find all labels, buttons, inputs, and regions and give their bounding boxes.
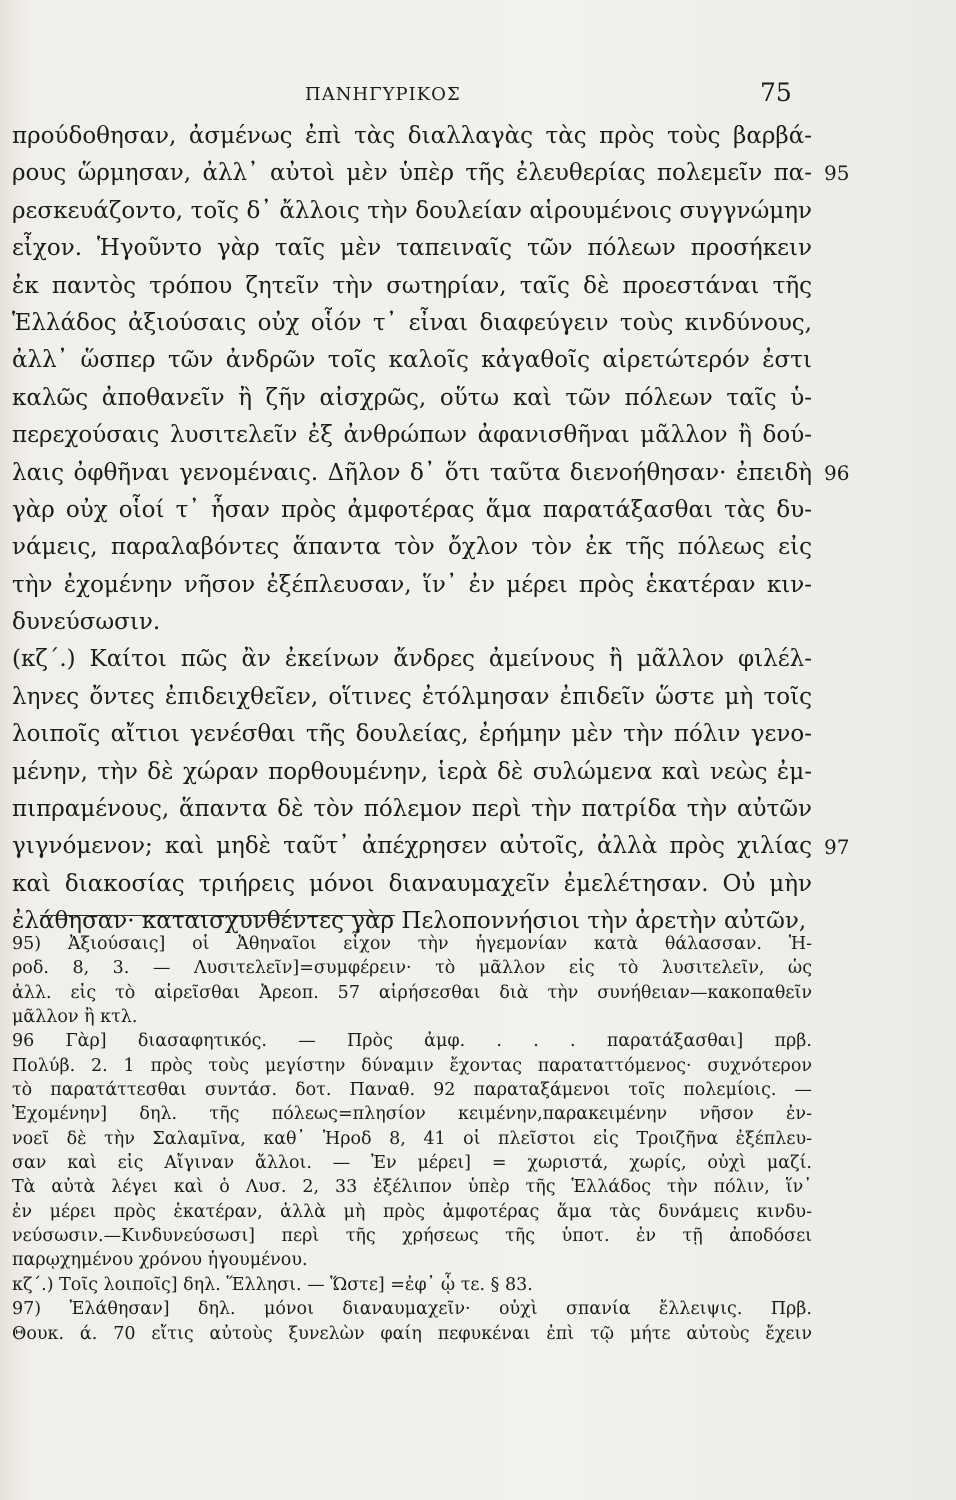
text-line: μένην, τὴν δὲ χώραν πορθουμένην, ἱερὰ δὲ συλώμενα καὶ νεὼς ἐμ-: [12, 758, 812, 785]
text-line: (κζ΄.) Καίτοι πῶς ἂν ἐκείνων ἄνδρες ἀμείνους ἢ μᾶλλον φιλέλ-: [12, 646, 812, 673]
footnotes: [12, 932, 812, 1346]
footnote-separator: [40, 915, 395, 916]
margin-section-number: 97: [824, 834, 850, 859]
text-line: τὴν ἐχομένην νῆσον ἐξέπλευσαν, ἵν᾽ ἐν μέρει πρὸς ἑκατέραν κιν-: [12, 571, 812, 598]
footnote-line: τὸ παρατάττεσθαι συντάσ. δοτ. Παναθ. 92 παραταξάμενοι τοῖς πολεμίοις. —: [12, 1080, 812, 1101]
footnote-line: παρῳχημένου χρόνου ἡγουμένου.: [12, 1250, 308, 1271]
page-header: [0, 78, 956, 108]
footnote-line: νοεῖ δὲ τὴν Σαλαμῖνα, καθ᾽ Ἡροδ 8, 41 οἱ πλεῖστοι εἰς Τροιζῆνα ἐξέπλευ-: [12, 1128, 812, 1149]
main-text: [12, 118, 850, 941]
text-line: πιπραμένους, ἅπαντα δὲ τὸν πόλεμον περὶ τὴν πατρίδα τὴν αὐτῶν: [12, 796, 812, 823]
text-line: ρους ὥρμησαν, ἀλλ᾽ αὐτοὶ μὲν ὑπὲρ τῆς ἐλευθερίας πολεμεῖν πα-: [12, 160, 812, 187]
text-line: γιγνόμενον; καὶ μηδὲ ταῦτ᾽ ἀπέχρησεν αὐτοῖς, ἀλλὰ πρὸς χιλίας: [12, 833, 812, 860]
footnote-line: νεύσωσιν.—Κινδυνεύσωσι] περὶ τῆς χρήσεως τῆς ὑποτ. ἐν τῇ ἀποδόσει: [12, 1226, 812, 1247]
footnote-line: μᾶλλον ἢ κτλ.: [12, 1007, 138, 1028]
text-line: ἐλάθησαν· καταισχυνθέντες γὰρ Πελοποννήσιοι τὴν ἀρετὴν αὐτῶν,: [12, 908, 807, 935]
text-line: καὶ διακοσίας τριήρεις μόνοι διαναυμαχεῖν ἐμελέτησαν. Οὐ μὴν: [12, 870, 812, 897]
text-line: ἐκ παντὸς τρόπου ζητεῖν τὴν σωτηρίαν, ταῖς δὲ προεστάναι τῆς: [12, 272, 812, 299]
text-line: προύδοθησαν, ἀσμένως ἐπὶ τὰς διαλλαγὰς τὰς πρὸς τοὺς βαρβά-: [12, 123, 812, 149]
footnote-line: ροδ. 8, 3. — Λυσιτελεῖν]=συμφέρειν· τὸ μᾶλλον εἰς τὸ λυσιτελεῖν, ὡς: [12, 958, 812, 979]
running-title: ΠΑΝΗΓΥΡΙΚΟΣ: [305, 84, 461, 105]
footnote-line: κζ΄.) Τοῖς λοιποῖς] δηλ. Ἕλλησι. — Ὥστε] =ἐφ᾽ ᾧ τε. § 83.: [12, 1274, 533, 1295]
text-line: ληνες ὄντες ἐπιδειχθεῖεν, οἵτινες ἐτόλμησαν ἐπιδεῖν ὥστε μὴ τοῖς: [12, 683, 812, 710]
footnote-line: 96 Γὰρ] διασαφητικός. — Πρὸς ἀμφ. . . . παρατάξασθαι] πρβ.: [12, 1031, 812, 1052]
text-line: εἶχον. Ἡγοῦντο γὰρ ταῖς μὲν ταπειναῖς τῶν πόλεων προσήκειν: [12, 235, 812, 262]
footnote-line: ἀλλ. εἰς τὸ αἱρεῖσθαι Ἀρεοπ. 57 αἱρήσεσθαι διὰ τὴν συνήθειαν—κακοπαθεῖν: [12, 982, 812, 1003]
text-line: γὰρ οὐχ οἷοί τ᾽ ἦσαν πρὸς ἀμφοτέρας ἅμα παρατάξασθαι τὰς δυ-: [12, 496, 812, 523]
margin-section-number: 96: [824, 460, 850, 485]
footnote-line: Πολύβ. 2. 1 πρὸς τοὺς μεγίστην δύναμιν ἔχοντας παραταττόμενος· συχνότερον: [12, 1055, 812, 1076]
text-line: ἀλλ᾽ ὥσπερ τῶν ἀνδρῶν τοῖς καλοῖς κἀγαθοῖς αἱρετώτερόν ἐστι: [12, 347, 812, 374]
footnote-line: Ἐχομένην] δηλ. τῆς πόλεως=πλησίον κειμένην,παρακειμένην νῆσον ἐν-: [12, 1104, 812, 1125]
text-line: περεχούσαις λυσιτελεῖν ἐξ ἀνθρώπων ἀφανισθῆναι μᾶλλον ἢ δού-: [12, 422, 812, 449]
text-line: καλῶς ἀποθανεῖν ἢ ζῆν αἰσχρῶς, οὕτω καὶ τῶν πόλεων ταῖς ὑ-: [12, 384, 812, 411]
footnote-line: 95) Ἀξιούσαις] οἱ Ἀθηναῖοι εἶχον τὴν ἡγεμονίαν κατὰ θάλασσαν. Ἡ-: [12, 934, 812, 954]
margin-section-number: 95: [824, 161, 850, 186]
text-line: λοιποῖς αἴτιοι γενέσθαι τῆς δουλείας, ἐρήμην μὲν τὴν πόλιν γενο-: [12, 721, 812, 748]
page-number: 75: [760, 78, 792, 107]
text-line: λαις ὀφθῆναι γενομέναις. Δῆλον δ᾽ ὅτι ταῦτα διενοήθησαν· ἐπειδὴ: [12, 459, 812, 486]
footnote-line: ἐν μέρει πρὸς ἑκατέραν, ἀλλὰ μὴ πρὸς ἀμφοτέρας ἅμα τὰς δυνάμεις κινδυ-: [12, 1201, 812, 1222]
text-line: ρεσκευάζοντο, τοῖς δ᾽ ἄλλοις τὴν δουλείαν αἱρουμένοις συγγνώμην: [12, 197, 812, 224]
footnote-line: σαν καὶ εἰς Αἴγιναν ἄλλοι. — Ἐν μέρει] = χωριστά, χωρίς, οὐχὶ μαζί.: [12, 1153, 812, 1174]
text-line: Ἑλλάδος ἀξιούσαις οὐχ οἷόν τ᾽ εἶναι διαφεύγειν τοὺς κινδύνους,: [12, 309, 812, 336]
footnote-line: 97) Ἐλάθησαν] δηλ. μόνοι διαναυμαχεῖν· οὐχὶ σπανία ἔλλειψις. Πρβ.: [12, 1299, 812, 1320]
text-line: δυνεύσωσιν.: [12, 609, 161, 636]
text-line: νάμεις, παραλαβόντες ἅπαντα τὸν ὄχλον τὸν ἐκ τῆς πόλεως εἰς: [12, 534, 812, 561]
footnote-line: Τὰ αὐτὰ λέγει καὶ ὁ Λυσ. 2, 33 ἐξέλιπον ὑπὲρ τῆς Ἑλλάδος τὴν πόλιν, ἵν᾽: [12, 1177, 812, 1198]
footnote-line: Θουκ. ά. 70 εἴτις αὐτοὺς ξυνελὼν φαίη πεφυκέναι ἐπὶ τῷ μήτε αὐτοὺς ἔχειν: [12, 1323, 812, 1344]
